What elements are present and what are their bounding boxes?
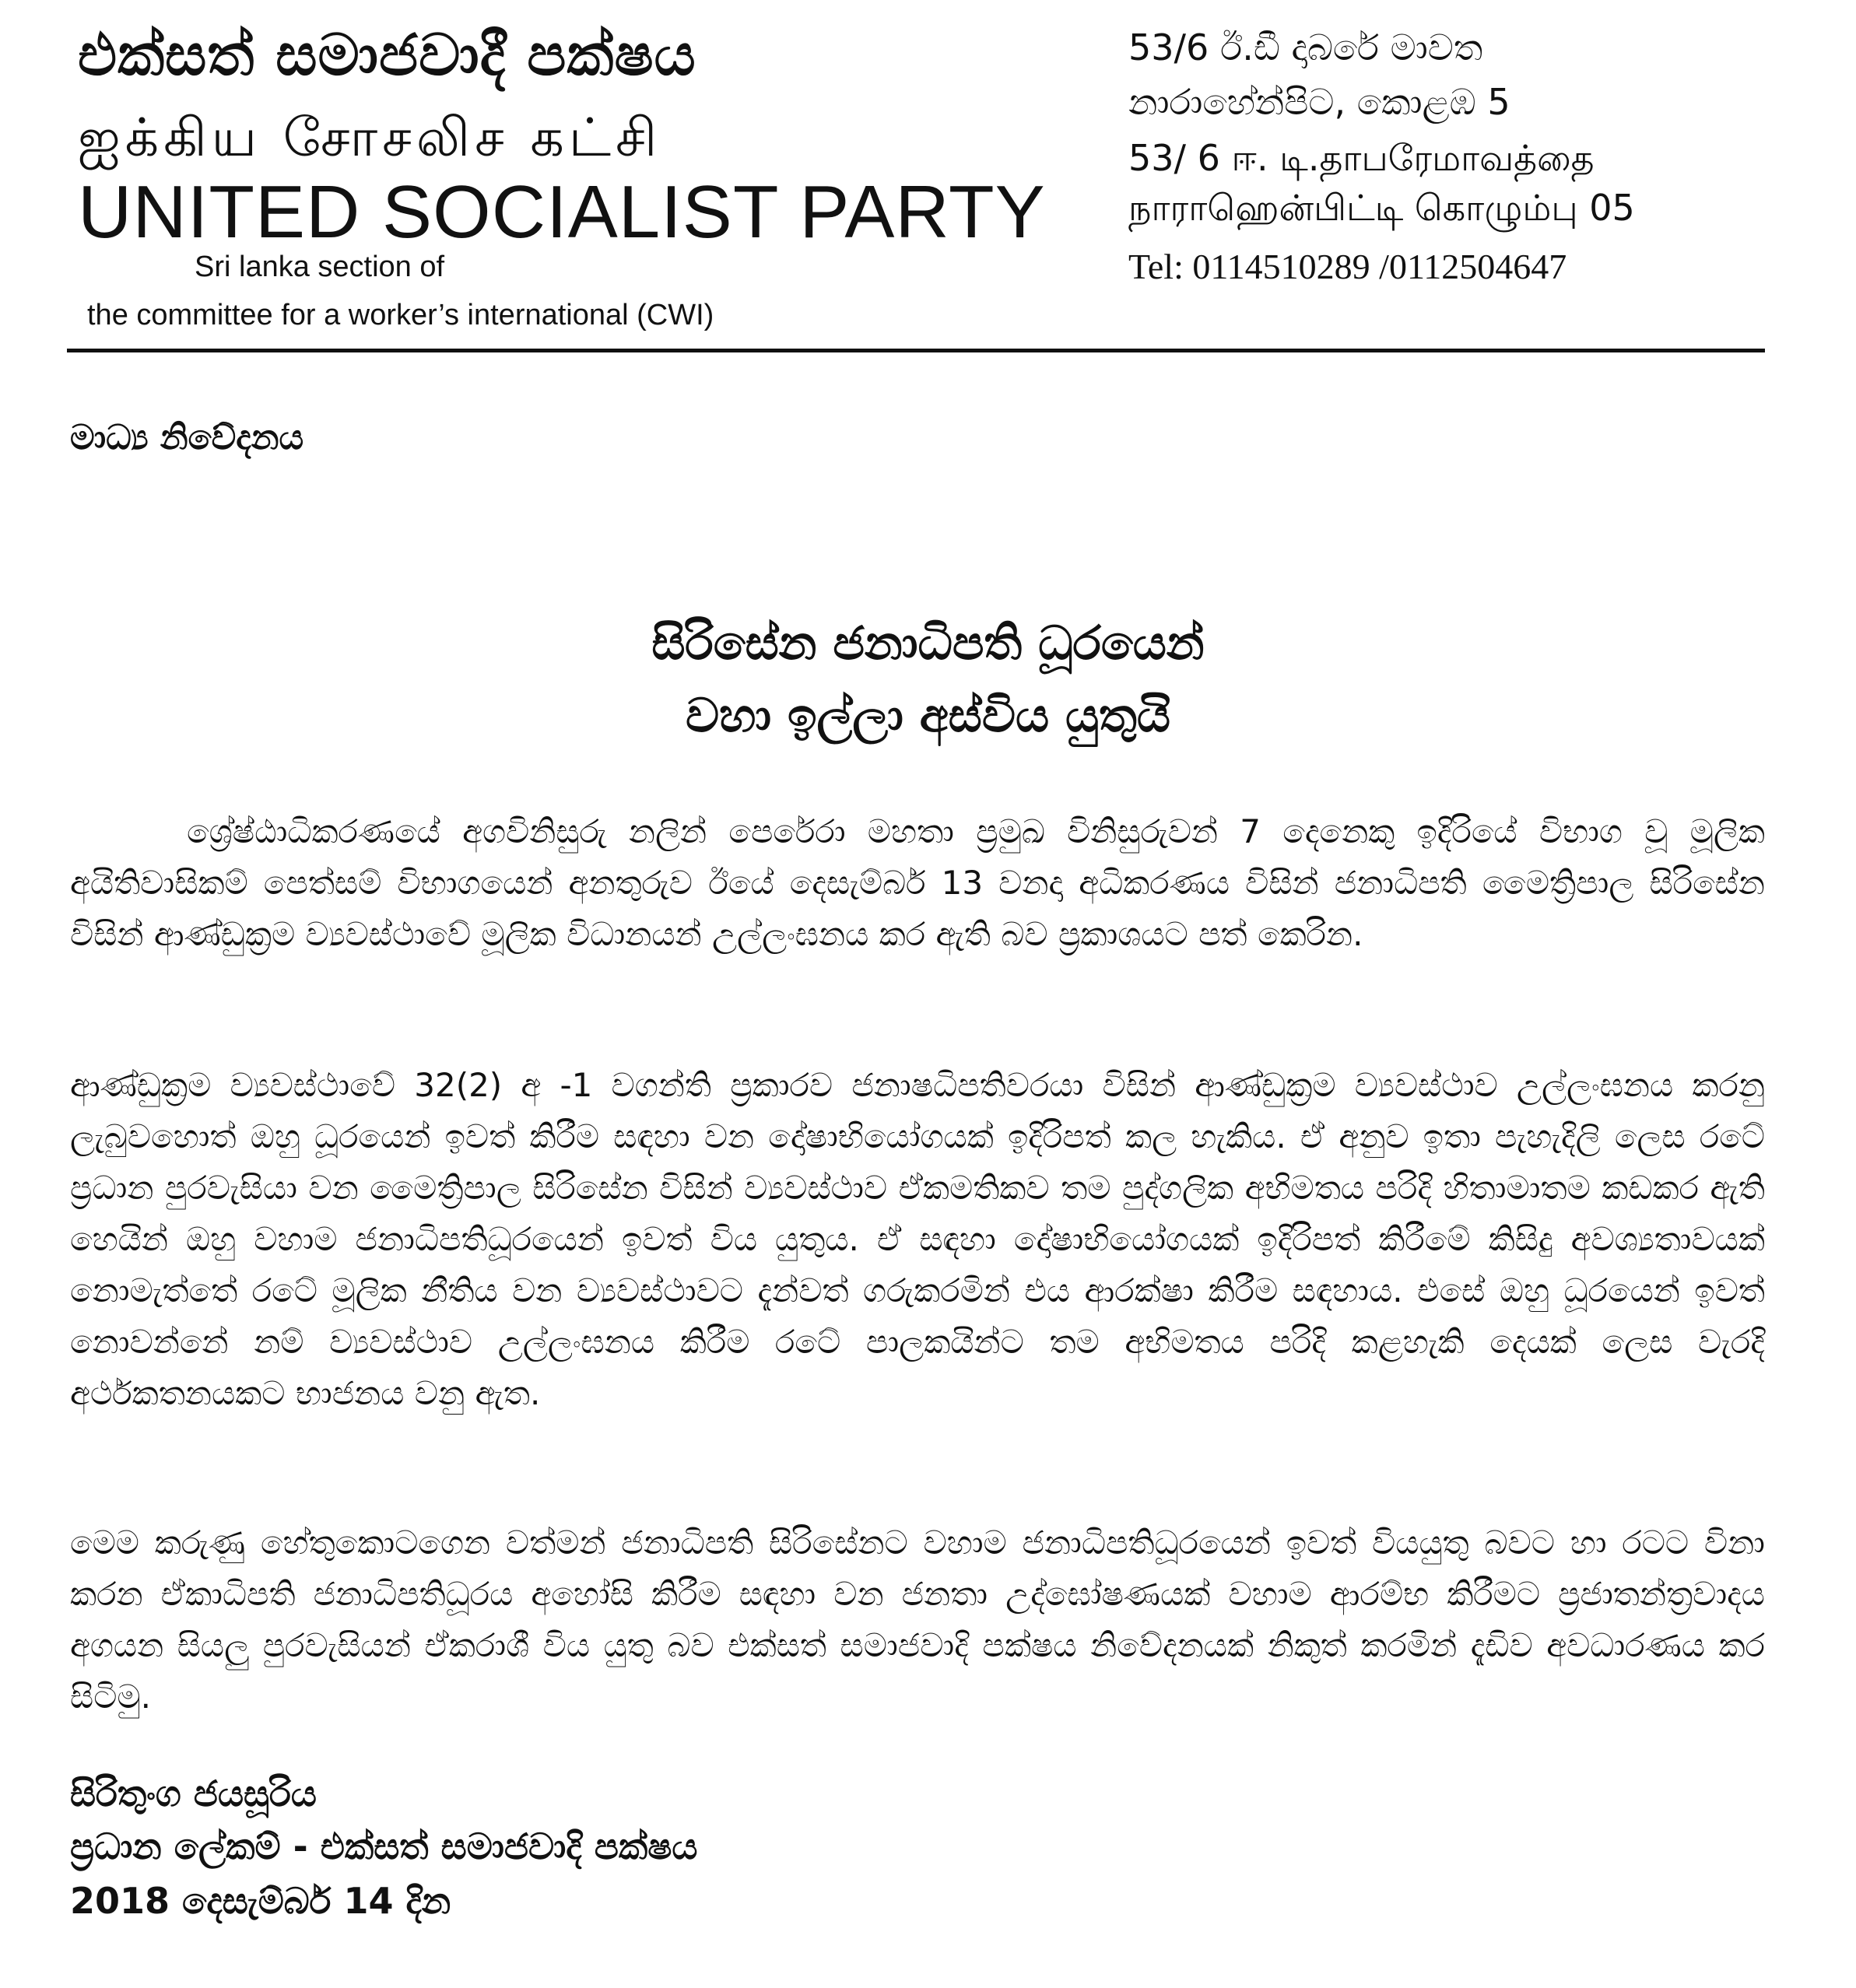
document-date: 2018 දෙසැම්බර් 14 දින [70, 1880, 451, 1922]
body-paragraph-3: මෙම කරුණු හේතුකොටගෙන වත්මන් ජනාධිපති සිරිසේනට වහාම ජනාධිපතිධූරයෙන් ඉවත් වියයුතු බවට හා රටට විනා කරන ඒකාධිපති ජනාධිපතිධූරය අහෝසි කිරීම සඳහා වන ජනතා උද්ඝෝෂණයක් වහාම ආරම්භ කිරීමට ප්‍රජාතන්ත්‍රවාදය අගයන සියලු පුරවැසියන් ඒකරාශී විය යුතු බව එක්සත් සමාජවාදි පක්ෂය නිවේදනයක් නිකුත් කරමින් දැඩිව අවධාරණය කර සිටිමු. [70, 1523, 1765, 1716]
address-tamil-line-1: 53/ 6 ஈ. டி.தாபரேமாவத்தை [1128, 137, 1595, 179]
headline-line-1: සිරිසේන ජනාධිපති ධූරයෙන් [651, 616, 1205, 671]
party-name-sinhala: එක්සත් සමාජවාදී පක්ෂය [78, 22, 696, 89]
signatory-name: සිරිතුංග ජයසූරිය [70, 1772, 317, 1814]
address-tamil-line-2: நாராஹென்பிட்டி கொழும்பு 05 [1128, 187, 1635, 229]
signatory-title: ප්‍රධාන ලේකම් - එක්සත් සමාජවාදි පක්ෂය [70, 1825, 698, 1867]
party-name-tamil: ஐக்கிய சோசலிச கட்சி [78, 107, 662, 169]
address-sinhala-line-2: නාරාහේන්පිට, කොළඹ 5 [1128, 81, 1510, 123]
document-type-label: මාධ්‍ය නිවේදනය [70, 418, 304, 458]
address-sinhala-line-1: 53/6 ඊ.ඩී දාබරේ මාවත [1128, 26, 1483, 68]
body-paragraph-2: ආණ්ඩුක්‍රම ව්‍යවස්ථාවේ 32(2) අ -1 වගන්ති ප්‍රකාරව ජනාෂධිපතිවරයා විසින් ආණ්ඩුක්‍රම ව්‍යවස්ථාව උල්ලංඝනය කරනු ලැබුවහොත් ඔහු ධූරයෙන් ඉවත් කිරීම සඳහා වන දෝෂාභියෝගයක් ඉදිරිපත් කල හැකිය. ඒ අනුව ඉතා පැහැදිලි ලෙස රටේ ප්‍රධාන පුරවැසියා වන මෛත්‍රිපාල සිරිසේන විසින් ව්‍යවස්ථාව ඒකමතිකව තම පුද්ගලික අභිමතය පරිදි හිතාමාතම කඩකර ඇති හෙයින් ඔහු වහාම ජනාධිපතිධූරයෙන් ඉවත් විය යුතුය. ඒ සඳහා දෝෂාභියෝගයක් ඉදිරිපත් කිරීමේ කිසිදු අවශ්‍යතාවයක් නොමැත්තේ රටේ මූලික නීතිය වන ව්‍යවස්ථාවට දැන්වත් ගරුකරමින් එය ආරක්ෂා කිරීම සඳහාය. එසේ ඔහු ධූරයෙන් ඉවත් නොවන්නේ නම් ව්‍යවස්ථාව උල්ලංඝනය කිරීම රටේ පාලකයින්ට තම අභිමතය පරිදි කළහැකි දෙයක් ලෙස වැරදි අර්ථකතනයකට භාජනය වනු ඇත. [70, 1066, 1765, 1412]
headline-line-2: වහා ඉල්ලා අස්විය යුතුයි [685, 689, 1170, 743]
tagline-line-1: Sri lanka section of [195, 251, 445, 283]
body-paragraph-1: ශ්‍රේෂ්ඨාධිකරණයේ අගවිනිසුරු නලින් පෙරේරා මහතා ප්‍රමුඛ විනිසුරුවන් 7 දෙනෙකු ඉදිරියේ විභාග වූ මූලික අයිතිවාසිකම් පෙත්සම් විභාගයෙන් අනතුරුව ඊයේ දෙසැම්බර් 13 වනදා අධිකරණය විසින් ජනාධිපති මෛත්‍රිපාල සිරිසේන විසින් ආණ්ඩුක්‍රම ව්‍යවස්ථාවේ මූලික විධානයන් උල්ලංඝනය කර ඇති බව ප්‍රකාශයට පත් කෙරින. [70, 812, 1765, 953]
tagline-line-2: the committee for a worker’s international (CWI) [87, 299, 714, 331]
party-name-english: UNITED SOCIALIST PARTY [78, 170, 1046, 254]
telephone: Tel: 0114510289 /0112504647 [1128, 247, 1567, 286]
header-divider [67, 349, 1765, 352]
